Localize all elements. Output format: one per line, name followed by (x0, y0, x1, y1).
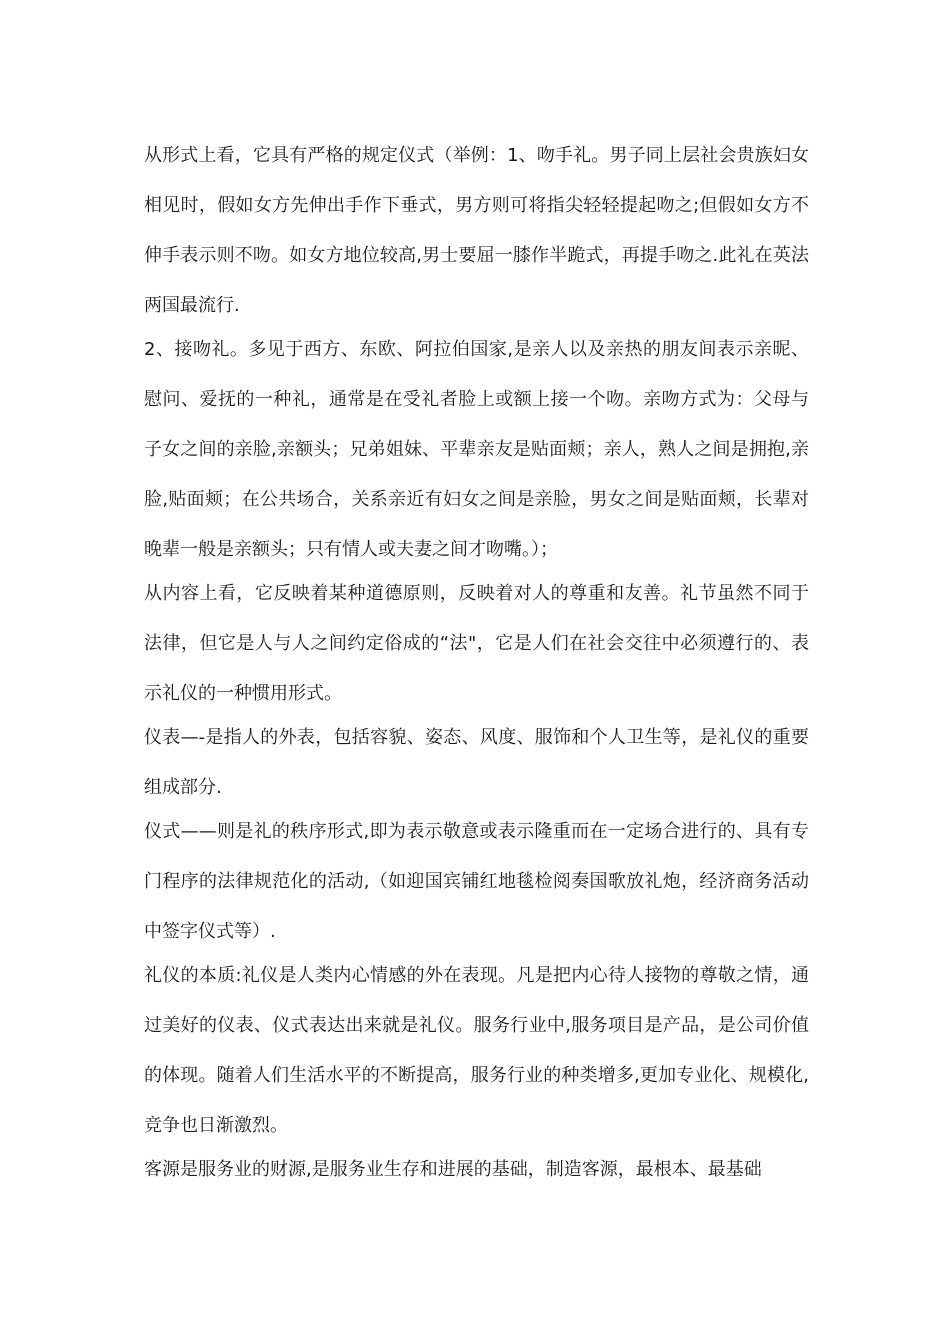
paragraph-hand-kiss: 从形式上看，它具有严格的规定仪式（举例：1、吻手礼。男子同上层社会贵族妇女相见时，假如女方先伸出手作下垂式，男方则可将指尖轻轻提起吻之;但假如女方不伸手表示则不吻。如女方地位较高,男士要屈一膝作半跪式，再提手吻之.此礼在英法两国最流行. (144, 145, 809, 316)
paragraph-content-view: 从内容上看，它反映着某种道德原则，反映着对人的尊重和友善。礼节虽然不同于法律，但它是人与人之间约定俗成的“法"，它是人们在社会交往中必须遵行的、表示礼仪的一种惯用形式。 (144, 583, 809, 704)
paragraph-kiss-etiquette: 2、接吻礼。多见于西方、东欧、阿拉伯国家,是亲人以及亲热的朋友间表示亲昵、慰问、爱抚的一种礼，通常是在受礼者脸上或额上接一个吻。亲吻方式为：父母与子女之间的亲脸,亲额头；兄弟姐妹、平辈亲友是贴面颊；亲人，熟人之间是拥抱,亲脸,贴面颊；在公共场合，关系亲近有妇女之间是亲脸，男女之间是贴面颊，长辈对晚辈一般是亲额头；只有情人或夫妻之间才吻嘴。）； (144, 339, 809, 560)
paragraph-etiquette-essence: 礼仪的本质:礼仪是人类内心情感的外在表现。凡是把内心待人接物的尊敬之情，通过美好的仪表、仪式表达出来就是礼仪。服务行业中,服务项目是产品，是公司价值的体现。随着人们生活水平的不断提高，服务行业的种类增多,更加专业化、规模化,竞争也日渐激烈。 (144, 965, 809, 1136)
paragraph-customer-source: 客源是服务业的财源,是服务业生存和进展的基础，制造客源，最根本、最基础 (144, 1159, 762, 1180)
document-body (144, 131, 809, 1195)
paragraph-ceremony: 仪式——则是礼的秩序形式,即为表示敬意或表示隆重而在一定场合进行的、具有专门程序的法律规范化的活动,（如迎国宾铺红地毯检阅奏国歌放礼炮，经济商务活动中签字仪式等）. (144, 821, 809, 942)
paragraph-appearance: 仪表—-是指人的外表，包括容貌、姿态、风度、服饰和个人卫生等，是礼仪的重要组成部分. (144, 727, 809, 798)
